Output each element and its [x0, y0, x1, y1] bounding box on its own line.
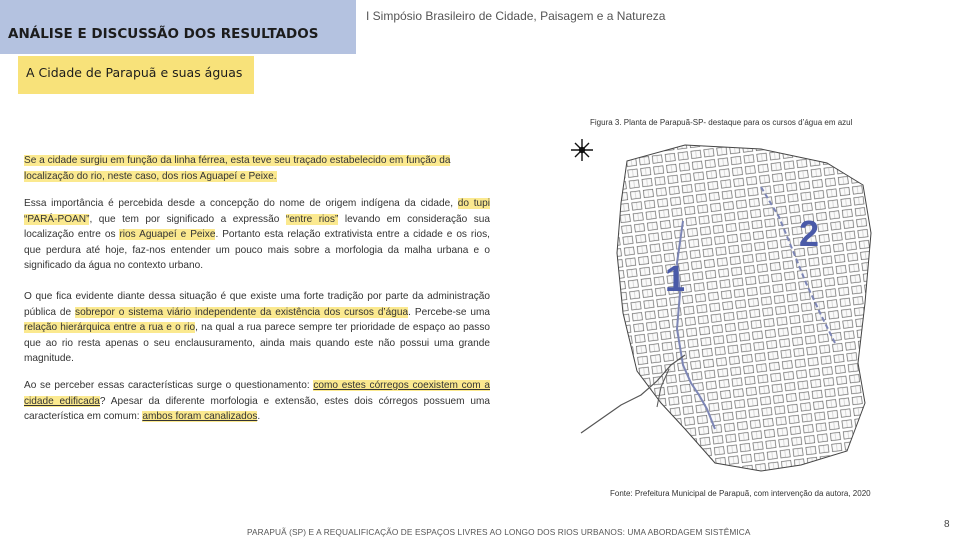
p2-text-e: levando em consideração sua localização entre os: [24, 213, 490, 240]
p3-text-a: O que fica evidente diante dessa situação é que existe uma forte tradição por parte da administração pública de: [24, 291, 490, 318]
p2-highlight-entre-rios: “entre rios”: [285, 213, 339, 225]
north-arrow-icon: [571, 139, 593, 161]
stream-label-1: 1: [665, 258, 686, 299]
p3-text-e: , na qual a rua parece sempre ter prioridade de espaço ao passo que ao rio resta apenas o seu enclausuramento, ainda mais quando este não possui uma grande magnitude.: [24, 322, 490, 364]
paragraph-3: [24, 289, 490, 367]
paragraph-4: [24, 378, 490, 425]
paragraph-1: [24, 153, 490, 184]
figure-source: Fonte: Prefeitura Municipal de Parapuã, com intervenção da autora, 2020: [610, 489, 871, 498]
section-header: [0, 0, 356, 54]
p2-text-c: , que tem por significado a expressão: [89, 213, 286, 225]
paragraph-1-text: Se a cidade surgiu em função da linha férrea, esta teve seu traçado estabelecido em função da localização do rio, neste caso, dos rios Aguapeí e Peixe.: [24, 155, 451, 182]
p3-highlight-relacao: relação hierárquica entre a rua e o rio: [24, 322, 196, 333]
p3-highlight-sobrepor: sobrepor o sistema viário independente da existência dos cursos d’água: [75, 306, 409, 318]
subheader-box: [18, 56, 254, 94]
section-title: ANÁLISE E DISCUSSÃO DOS RESULTADOS: [8, 26, 319, 42]
p4-highlight-question: como estes córregos coexistem com a cidade edificada: [24, 380, 490, 407]
p4-text-a: Ao se perceber essas características surge o questionamento:: [24, 380, 314, 391]
p4-text-c: ? Apesar da diferente morfologia e extensão, estes dois córregos possuem uma característica em comum:: [24, 395, 490, 422]
p2-highlight-tupi: do tupi “PARÁ-POAN”: [24, 198, 490, 225]
p2-text-a: Essa importância é percebida desde a concepção do nome de origem indígena da cidade,: [24, 198, 458, 209]
stream-label-2: 2: [799, 213, 820, 254]
p3-text-c: . Percebe-se uma: [408, 306, 491, 318]
p4-text-e: .: [257, 411, 261, 422]
p2-highlight-rios: rios Aguapeí e Peixe: [119, 229, 216, 240]
paragraph-2: [24, 196, 490, 274]
subheader-title: A Cidade de Parapuã e suas águas: [26, 65, 243, 80]
figure-caption: Figura 3. Planta de Parapuã-SP- destaque para os cursos d’água em azul: [590, 118, 853, 127]
city-map: [565, 133, 880, 477]
footer-title: PARAPUÃ (SP) E A REQUALIFICAÇÃO DE ESPAÇOS LIVRES AO LONGO DOS RIOS URBANOS: UMA ABORDAGEM SISTÊMICA: [247, 527, 751, 537]
page-number: 8: [944, 519, 950, 530]
p4-highlight-canalizados: ambos foram canalizados: [142, 411, 258, 422]
p2-text-g: . Portanto esta relação extrativista entre a cidade e os rios, que perdura até hoje, faz-nos entender um pouco mais sobre a morfologia da malha urbana e o significado da água no contexto urbano.: [24, 229, 490, 271]
conference-title: I Simpósio Brasileiro de Cidade, Paisagem e a Natureza: [366, 9, 666, 23]
